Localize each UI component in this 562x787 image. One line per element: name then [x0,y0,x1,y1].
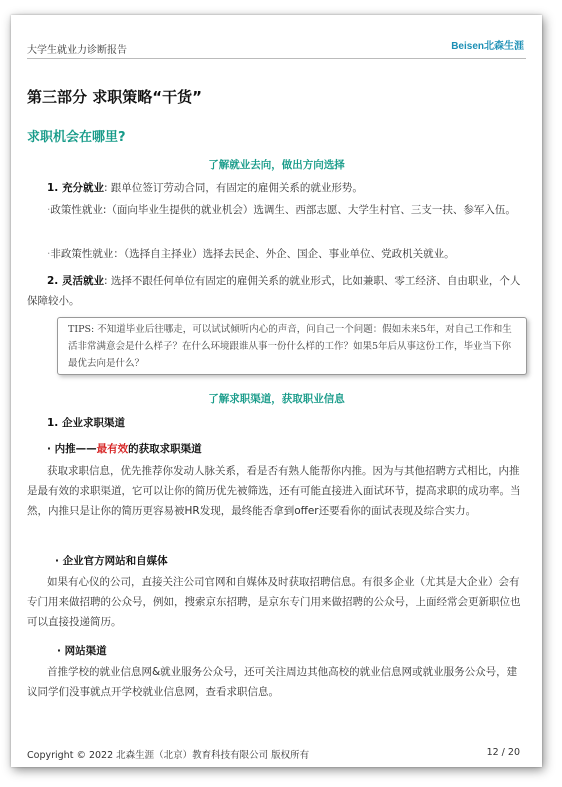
flexible-employment-label: 2. 灵活就业 [47,275,104,287]
question-heading: 求职机会在哪里? [27,130,126,145]
enterprise-channels-title: 1. 企业求职渠道 [47,417,125,429]
paragraph-nonpolicy-employment [27,244,524,264]
paragraph-full-employment [47,178,524,198]
report-title: 大学生就业力诊断报告 [27,45,127,56]
tips-box: TIPS: 不知道毕业后往哪走，可以试试倾听内心的声音，问自己一个问题：假如未来5年，对自己工作和生活非常满意会是什么样子？在什么环境跟谁从事一份什么样的工作？如果5年后从事这份工作，毕业当下你最优去向是什么？ [57,317,527,375]
bullet: · [47,204,51,216]
nonpolicy-employment-text: 非政策性就业：（选择自主择业）选择去民企、外企、国企、事业单位、党政机关就业。 [50,248,455,260]
page-number: 12 / 20 [486,747,520,758]
policy-employment-text: 政策性就业:（面向毕业生提供的就业机会）选调生、西部志愿、大学生村官、三支一扶、参军入伍。 [50,204,516,216]
referral-heading [47,439,524,459]
paragraph-flexible-employment [27,271,524,311]
subheading-direction: 了解就业去向，做出方向选择 [208,159,345,171]
full-employment-label: 1. 充分就业 [47,182,104,194]
website-channel-heading: · 网站渠道 [57,645,107,657]
header-divider [27,58,526,59]
logo-text: Beisen北森生涯 [451,41,524,52]
footer-copyright: Copyright © 2022 北森生涯（北京）教育科技有限公司 版权所有 [27,750,310,761]
report-page [11,15,542,767]
website-channel-paragraph: 首推学校的就业信息网&就业服务公众号，还可关注周边其他高校的就业信息网或就业服务公众号，建议同学们没事就点开学校就业信息网，查看求职信息。 [27,666,518,698]
full-employment-text: : 跟单位签订劳动合同，有固定的雇佣关系的就业形势。 [103,182,363,194]
referral-prefix: · 内推—— [47,443,97,455]
official-site-heading: · 企业官方网站和自媒体 [55,555,168,567]
bullet: · [47,248,51,260]
subheading-channels: 了解求职渠道，获取职业信息 [208,393,345,405]
paragraph-policy-employment [27,200,524,220]
referral-suffix: 的获取求职渠道 [128,443,202,455]
section-title: 第三部分 求职策略“干货” [27,88,202,106]
flexible-employment-text: : 选择不跟任何单位有固定的雇佣关系的就业形式，比如兼职、零工经济、自由职业，个人保障较小。 [27,275,521,307]
referral-paragraph: 获取求职信息，优先推荐你发动人脉关系，看是否有熟人能帮你内推。因为与其他招聘方式相比，内推是最有效的求职渠道，它可以让你的简历优先被筛选，还有可能直接进入面试环节，提高求职的成功率。当然，内推只是让你的简历更容易被HR发现，最终能否拿到offer还要看你的面试表现及综合实力。 [27,465,521,517]
referral-highlight: 最有效 [96,443,129,455]
official-site-paragraph: 如果有心仪的公司，直接关注公司官网和自媒体及时获取招聘信息。有很多企业（尤其是大企业）会有专门用来做招聘的公众号，例如，搜索京东招聘，是京东专门用来做招聘的公众号，上面经常会更新职位也可以直接投递简历。 [27,576,521,628]
beisen-logo [451,38,524,52]
